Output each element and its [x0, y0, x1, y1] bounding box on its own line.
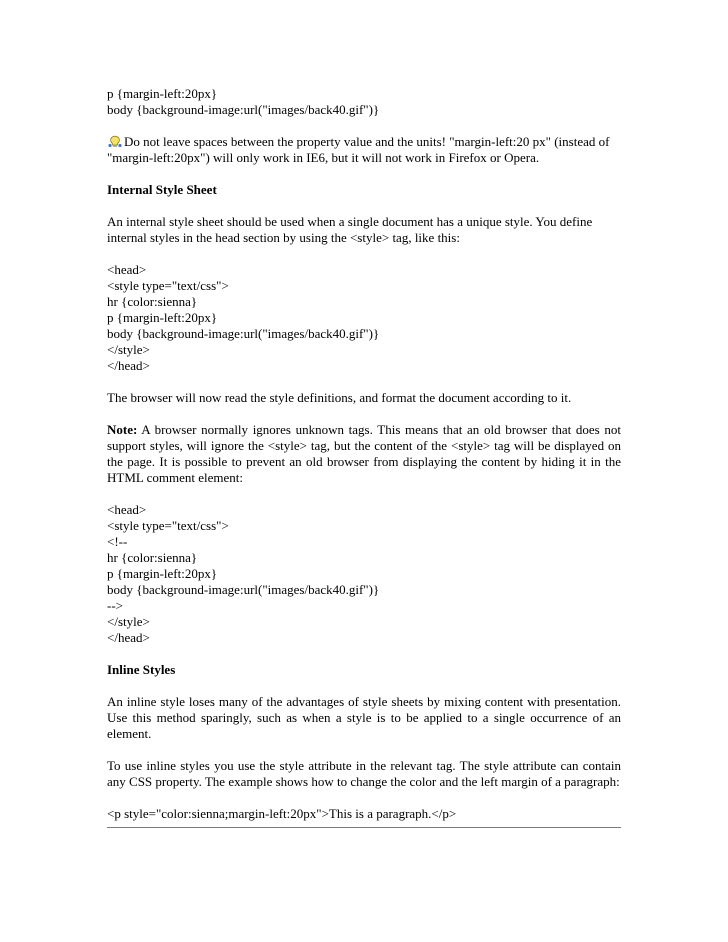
code-line: body {background-image:url("images/back40.gif")} — [107, 102, 380, 117]
code-line: hr {color:sienna} — [107, 550, 198, 565]
paragraph: To use inline styles you use the style attribute in the relevant tag. The style attribute can contain any CSS property. The example shows how to change the color and the left margin of a paragraph: — [107, 758, 621, 789]
code-line: </style> — [107, 614, 150, 629]
tip-line: "margin-left:20px") will only work in IE6, but it will not work in Firefox or Opera. — [107, 150, 540, 165]
tip-paragraph — [107, 134, 621, 166]
code-line: <head> — [107, 262, 147, 277]
paragraph: An inline style loses many of the advantages of style sheets by mixing content with presentation. Use this method sparingly, such as when a style is to be applied to a single occurrence of an element. — [107, 694, 621, 741]
code-line: <head> — [107, 502, 147, 517]
section-heading: Internal Style Sheet — [107, 182, 217, 197]
horizontal-rule — [107, 827, 621, 828]
code-line: p {margin-left:20px} — [107, 310, 218, 325]
code-block — [107, 502, 621, 646]
code-line: <!-- — [107, 534, 128, 549]
document-page — [107, 86, 621, 822]
code-line: </head> — [107, 358, 150, 373]
code-block — [107, 262, 621, 374]
code-line: --> — [107, 598, 123, 613]
code-line: <p style="color:sienna;margin-left:20px">This is a paragraph.</p> — [107, 806, 457, 821]
code-line: </style> — [107, 342, 150, 357]
code-line: hr {color:sienna} — [107, 294, 198, 309]
paragraph-line: internal styles in the head section by using the <style> tag, like this: — [107, 230, 460, 245]
code-line: </head> — [107, 630, 150, 645]
code-line: p {margin-left:20px} — [107, 566, 218, 581]
note-text: A browser normally ignores unknown tags. This means that an old browser that does not support styles, will ignore the <style> tag, but the content of the <style> tag will be displayed on the page. It is possible to prevent an old browser from displaying the content by hiding it in the HTML comment element: — [107, 422, 621, 485]
section-heading: Inline Styles — [107, 662, 176, 677]
code-line: p {margin-left:20px} — [107, 86, 218, 101]
tip-line: Do not leave spaces between the property value and the units! "margin-left:20 px" (instead of — [124, 134, 610, 149]
code-line: <style type="text/css"> — [107, 518, 229, 533]
code-line: body {background-image:url("images/back40.gif")} — [107, 326, 380, 341]
code-line: body {background-image:url("images/back40.gif")} — [107, 582, 380, 597]
paragraph-line: An internal style sheet should be used when a single document has a unique style. You define — [107, 214, 593, 229]
note-paragraph — [107, 422, 621, 486]
note-label: Note: — [107, 422, 138, 437]
lightbulb-icon — [107, 135, 123, 148]
paragraph: The browser will now read the style definitions, and format the document according to it. — [107, 390, 572, 405]
code-line: <style type="text/css"> — [107, 278, 229, 293]
